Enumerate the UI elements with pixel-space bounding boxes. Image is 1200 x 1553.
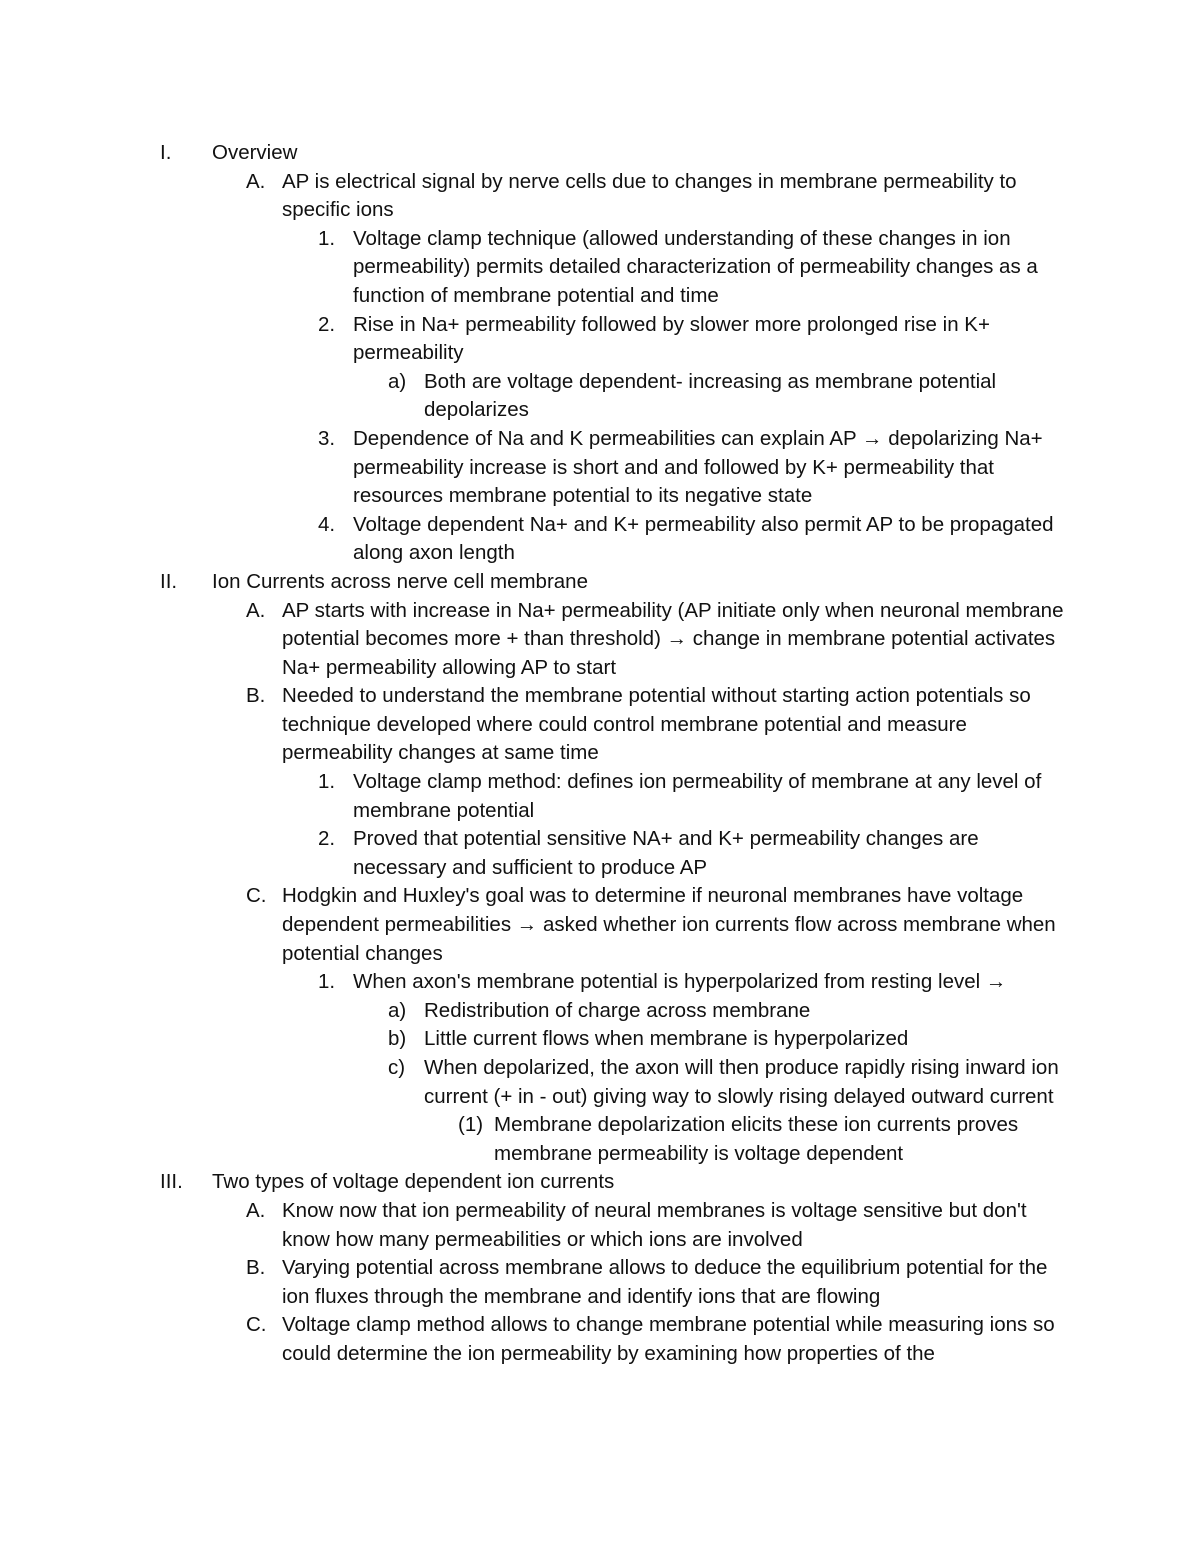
outline-item	[0, 968, 1200, 997]
item-marker: (1)	[458, 1113, 484, 1137]
item-text: When axon's membrane potential is hyperpolarized from resting level →	[353, 970, 1007, 994]
item-marker: II.	[160, 569, 178, 593]
outline-item	[0, 225, 1200, 311]
item-marker: 1.	[318, 770, 336, 794]
item-text: Voltage clamp method allows to change membrane potential while measuring ions so could determine the ion permeability by examining how properties of the	[282, 1313, 1055, 1365]
item-text: Ion Currents across nerve cell membrane	[212, 569, 588, 593]
item-marker: b)	[388, 1027, 407, 1051]
outline-item	[0, 825, 1200, 882]
outline-item	[0, 568, 1200, 597]
item-marker: III.	[160, 1170, 183, 1194]
outline-notes	[0, 139, 1200, 1369]
item-text: AP starts with increase in Na+ permeability (AP initiate only when neuronal membrane potential becomes more + than threshold) → change in membrane potential activates Na+ permeability allowing AP to start	[282, 598, 1064, 679]
item-marker: 4.	[318, 512, 336, 536]
item-marker: 2.	[318, 827, 336, 851]
outline-item	[0, 311, 1200, 368]
item-marker: B.	[246, 1256, 266, 1280]
item-marker: C.	[246, 1313, 267, 1337]
outline-item	[0, 1025, 1200, 1054]
item-text: Needed to understand the membrane potential without starting action potentials so technique developed where could control membrane potential and measure permeability changes at same time	[282, 684, 1031, 765]
outline-item	[0, 1254, 1200, 1311]
outline-item	[0, 139, 1200, 168]
item-text: Voltage clamp method: defines ion permeability of membrane at any level of membrane potential	[353, 770, 1042, 822]
outline-item	[0, 1054, 1200, 1111]
item-marker: I.	[160, 141, 172, 164]
item-marker: a)	[388, 998, 407, 1022]
item-marker: 1.	[318, 226, 336, 250]
item-text: Little current flows when membrane is hyperpolarized	[424, 1027, 909, 1051]
outline-item	[0, 1168, 1200, 1197]
item-marker: A.	[246, 1198, 266, 1222]
outline-item	[0, 882, 1200, 968]
item-text: Varying potential across membrane allows to deduce the equilibrium potential for the ion fluxes through the membrane and identify ions that are flowing	[282, 1256, 1048, 1308]
outline-item	[0, 597, 1200, 683]
item-marker: A.	[246, 169, 266, 193]
item-marker: 1.	[318, 970, 336, 994]
item-text: Know now that ion permeability of neural membranes is voltage sensitive but don't know how many permeabilities or which ions are involved	[282, 1198, 1027, 1251]
outline-item	[0, 1311, 1200, 1368]
item-text: When depolarized, the axon will then produce rapidly rising inward ion current (+ in - out) giving way to slowly rising delayed outward current	[424, 1056, 1059, 1108]
outline-item	[0, 682, 1200, 768]
item-text: Both are voltage dependent- increasing as membrane potential depolarizes	[424, 369, 997, 422]
item-marker: C.	[246, 884, 267, 908]
item-text: Proved that potential sensitive NA+ and K+ permeability changes are necessary and sufficient to produce AP	[353, 827, 979, 879]
item-text: Voltage dependent Na+ and K+ permeability also permit AP to be propagated along axon length	[353, 512, 1054, 565]
item-marker: 3.	[318, 426, 336, 450]
item-text: Dependence of Na and K permeabilities can explain AP → depolarizing Na+ permeability increase is short and and followed by K+ permeability that resources membrane potential to its negative state	[353, 426, 1043, 508]
item-marker: a)	[388, 369, 407, 393]
outline-item	[0, 511, 1200, 568]
outline-item	[0, 168, 1200, 225]
item-marker: 2.	[318, 312, 336, 336]
item-text: Redistribution of charge across membrane	[424, 998, 811, 1022]
item-text: Membrane depolarization elicits these ion currents proves membrane permeability is voltage dependent	[494, 1113, 1019, 1165]
item-marker: B.	[246, 684, 266, 708]
item-marker: c)	[388, 1056, 406, 1079]
outline-item	[0, 1197, 1200, 1254]
item-marker: A.	[246, 598, 266, 622]
item-text: Rise in Na+ permeability followed by slower more prolonged rise in K+ permeability	[353, 312, 990, 365]
outline-item	[0, 997, 1200, 1026]
item-text: Hodgkin and Huxley's goal was to determine if neuronal membranes have voltage dependent permeabilities → asked whether ion currents flow across membrane when potential changes	[282, 884, 1056, 965]
item-text: AP is electrical signal by nerve cells due to changes in membrane permeability to specific ions	[282, 169, 1017, 222]
outline-item	[0, 425, 1200, 511]
outline-item	[0, 368, 1200, 425]
outline-item	[0, 768, 1200, 825]
item-text: Voltage clamp technique (allowed understanding of these changes in ion permeability) permits detailed characterization of permeability changes as a function of membrane potential and time	[353, 226, 1038, 307]
outline-item	[0, 1111, 1200, 1168]
item-text: Two types of voltage dependent ion currents	[212, 1170, 615, 1194]
item-text: Overview	[212, 141, 298, 164]
